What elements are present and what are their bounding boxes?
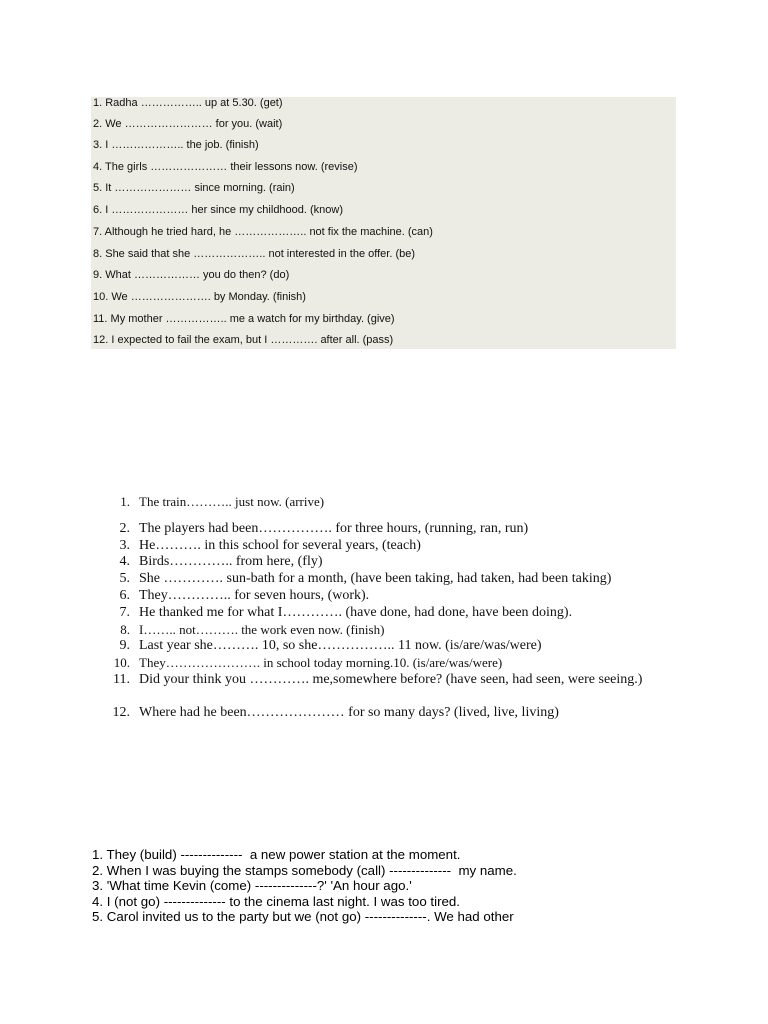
- exercise-1-item: 10. We …………………. by Monday. (finish): [93, 291, 306, 303]
- item-text: Did your think you …………. me,somewhere before? (have seen, had seen, were seeing.): [139, 672, 643, 687]
- item-number: 4.: [119, 554, 130, 569]
- item-number: 7.: [119, 605, 130, 620]
- item-text: He………. in this school for several years, (teach): [139, 538, 421, 553]
- item-text: She …………. sun-bath for a month, (have been taking, had taken, had been taking): [139, 571, 612, 586]
- exercise-3-item: 4. I (not go) -------------- to the cinema last night. I was too tired.: [92, 893, 460, 909]
- item-text: The train……….. just now. (arrive): [139, 494, 325, 509]
- exercise-1-item: 7. Although he tried hard, he ……………….. not fix the machine. (can): [93, 226, 433, 238]
- item-text: Birds………….. from here, (fly): [139, 554, 323, 569]
- exercise-1-panel: [91, 97, 676, 349]
- item-text: The players had been……………. for three hours, (running, ran, run): [139, 521, 529, 536]
- exercise-3-item: 5. Carol invited us to the party but we (not go) --------------. We had other: [92, 909, 514, 924]
- exercise-3-list: [92, 847, 517, 925]
- item-number: 6.: [119, 588, 130, 603]
- item-number: 2.: [119, 521, 130, 536]
- item-number: 8.: [120, 622, 130, 637]
- exercise-1-item: 5. It ………………… since morning. (rain): [93, 182, 295, 194]
- exercise-1-item: 8. She said that she ……………….. not interested in the offer. (be): [93, 248, 416, 260]
- exercise-1-item: 1. Radha …………….. up at 5.30. (get): [93, 97, 283, 109]
- exercise-3-item: 1. They (build) -------------- a new power station at the moment.: [92, 847, 461, 862]
- exercise-1-item: 2. We …………………… for you. (wait): [93, 118, 283, 130]
- item-number: 9.: [119, 638, 130, 653]
- exercise-3-item: 2. When I was buying the stamps somebody (call) -------------- my name.: [92, 862, 517, 878]
- item-text: Where had he been………………… for so many days? (lived, live, living): [139, 705, 559, 720]
- exercise-1-item: 11. My mother …………….. me a watch for my birthday. (give): [93, 313, 395, 325]
- item-number: 11.: [113, 672, 130, 687]
- item-number: 12.: [112, 705, 130, 720]
- item-number: 5.: [119, 571, 130, 586]
- item-text: He thanked me for what I…………. (have done, had done, have been doing).: [139, 605, 573, 620]
- item-text: Last year she………. 10, so she…………….. 11 now. (is/are/was/were): [139, 638, 542, 653]
- exercise-3-item: 3. 'What time Kevin (come) --------------?' 'An hour ago.': [92, 878, 412, 893]
- item-number: 3.: [119, 538, 130, 553]
- exercise-1-item: 6. I ………………… her since my childhood. (know): [93, 204, 344, 216]
- exercise-1-item: 4. The girls ………………… their lessons now. (revise): [93, 161, 358, 173]
- exercise-1-item: 12. I expected to fail the exam, but I …………. after all. (pass): [93, 334, 394, 346]
- item-number: 10.: [113, 655, 130, 670]
- item-text: They…………………. in school today morning.10. (is/are/was/were): [139, 655, 503, 670]
- exercise-1-item: 9. What ……………… you do then? (do): [93, 269, 290, 281]
- item-text: I…….. not………. the work even now. (finish): [139, 622, 385, 637]
- item-text: They………….. for seven hours, (work).: [139, 588, 370, 603]
- exercise-1-item: 3. I ……………….. the job. (finish): [93, 139, 259, 151]
- item-number: 1.: [120, 494, 130, 509]
